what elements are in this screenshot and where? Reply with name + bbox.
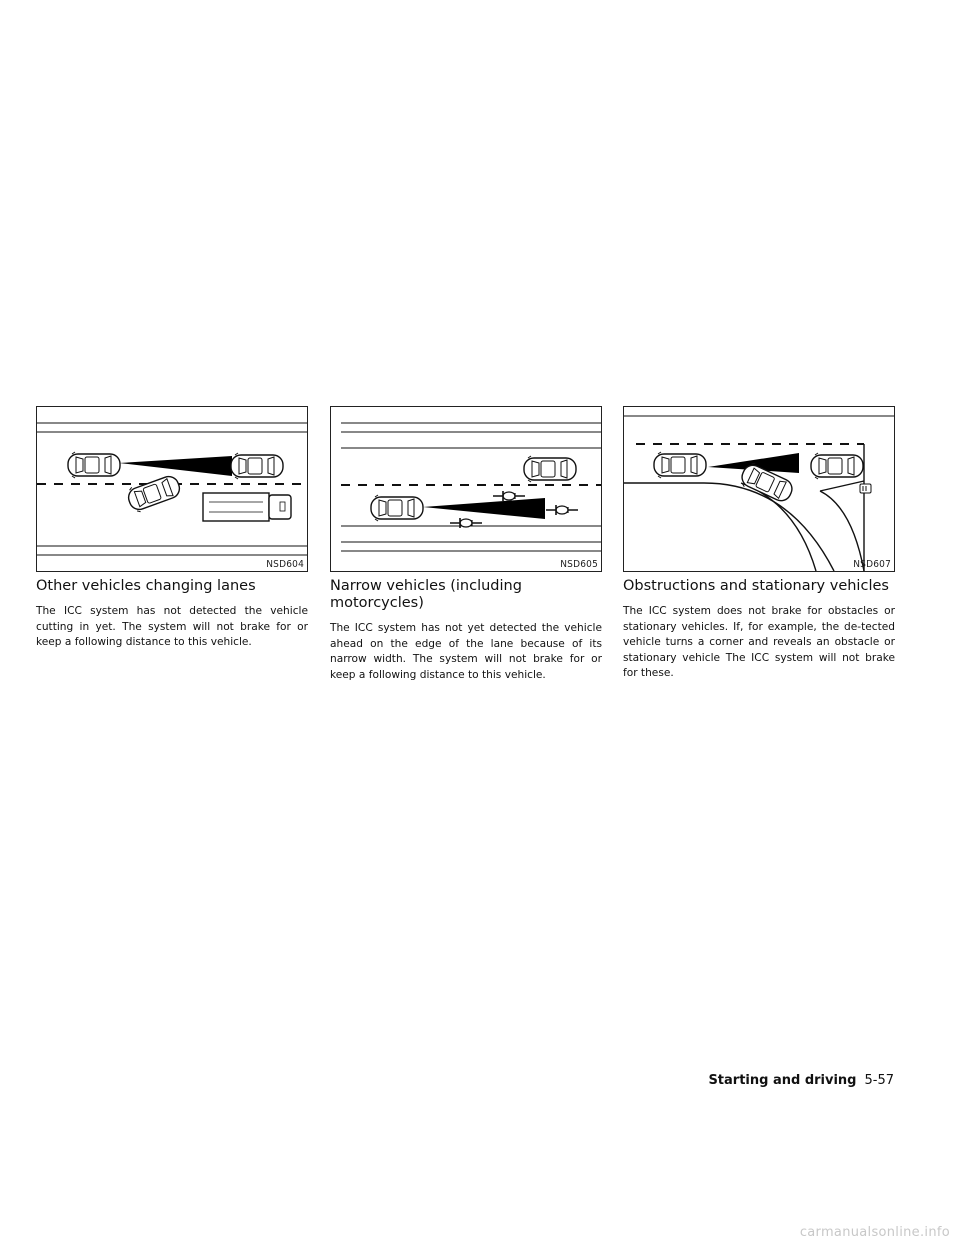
section-other-vehicles [36, 406, 308, 651]
section-obstructions [623, 406, 895, 682]
section-heading: Narrow vehicles (including motorcycles) [330, 578, 522, 611]
section-narrow-vehicles [330, 406, 602, 683]
page-number: 5-57 [864, 1073, 894, 1088]
page-footer [708, 1073, 894, 1088]
figure-id: NSD604 [266, 559, 304, 570]
stationary-vehicle-illustration [624, 407, 894, 571]
section-heading: Other vehicles changing lanes [36, 578, 256, 594]
figure-id: NSD607 [853, 559, 891, 570]
figure-nsd607 [623, 406, 895, 572]
section-body: The ICC system does not brake for obstacles or stationary vehicles. If, for example, the de-tected vehicle turns a corner and reveals an obstacle or stationary vehicle The ICC system will not brake for these. [623, 605, 895, 679]
footer-section-title: Starting and driving [708, 1073, 857, 1088]
figure-id: NSD605 [560, 559, 598, 570]
radar-beam [423, 498, 545, 519]
section-heading: Obstructions and stationary vehicles [623, 578, 889, 594]
section-body: The ICC system has not yet detected the vehicle ahead on the edge of the lane because of its narrow width. The system will not brake for or keep a following distance to this vehicle. [330, 622, 602, 681]
lane-change-illustration [37, 407, 307, 571]
watermark: carmanualsonline.info [799, 1225, 950, 1240]
figure-nsd604 [36, 406, 308, 572]
narrow-vehicle-illustration [331, 407, 601, 571]
radar-beam [119, 456, 232, 476]
section-body: The ICC system has not detected the vehicle cutting in yet. The system will not brake for or keep a following distance to this vehicle. [36, 605, 308, 648]
figure-nsd605 [330, 406, 602, 572]
truck [203, 493, 291, 521]
